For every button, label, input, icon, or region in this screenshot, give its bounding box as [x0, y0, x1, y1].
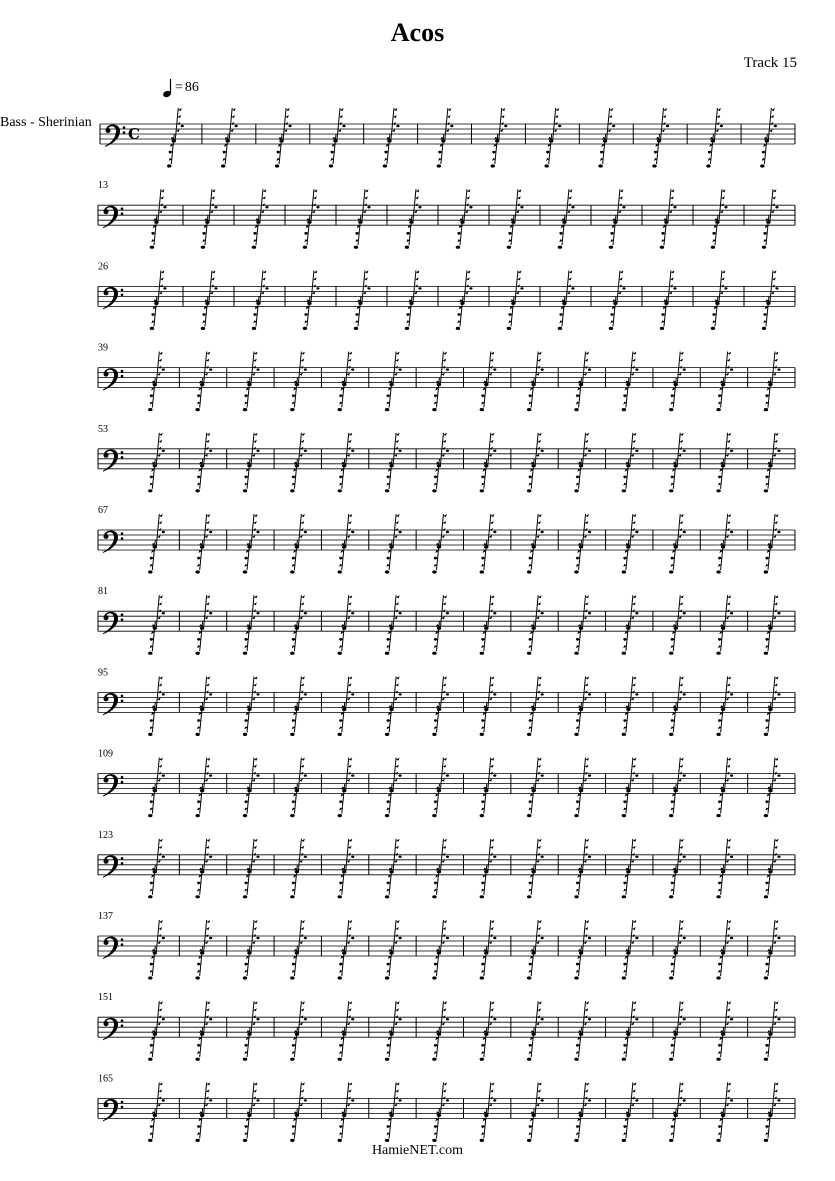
measure	[290, 352, 321, 412]
measure	[148, 352, 179, 412]
measure	[660, 189, 693, 249]
measure	[195, 514, 226, 574]
measure	[764, 1001, 795, 1061]
measure	[622, 514, 653, 574]
measure	[385, 1082, 416, 1142]
measure	[558, 189, 591, 249]
measure	[669, 514, 700, 574]
measure	[716, 433, 747, 493]
measure	[148, 1001, 179, 1061]
measure	[716, 839, 747, 899]
staff-system	[98, 424, 795, 493]
measure	[243, 1001, 274, 1061]
tempo-value: 86	[184, 80, 199, 95]
measure	[432, 514, 463, 574]
measure	[527, 839, 558, 899]
measure	[432, 433, 463, 493]
measure	[660, 270, 693, 330]
measure	[201, 270, 234, 330]
measure	[290, 676, 321, 736]
measure	[716, 1001, 747, 1061]
measure	[480, 595, 511, 655]
measure	[195, 352, 226, 412]
measure	[480, 1082, 511, 1142]
measure-number: 53	[98, 423, 108, 435]
measure	[195, 595, 226, 655]
measure	[669, 676, 700, 736]
measure	[764, 433, 795, 493]
measure	[527, 920, 558, 980]
measure	[338, 514, 369, 574]
measure	[243, 920, 274, 980]
measure	[622, 1001, 653, 1061]
measure	[243, 1082, 274, 1142]
measure	[338, 433, 369, 493]
measure	[574, 920, 605, 980]
staff-system	[98, 992, 795, 1061]
measure	[338, 676, 369, 736]
measure	[456, 189, 489, 249]
measure	[574, 433, 605, 493]
measure	[716, 514, 747, 574]
measure-number: 26	[98, 261, 108, 273]
measure	[385, 514, 416, 574]
measure	[764, 1082, 795, 1142]
measure	[150, 189, 183, 249]
measure	[622, 758, 653, 818]
measure	[527, 352, 558, 412]
measure	[669, 920, 700, 980]
footer-credit: HamieNET.com	[371, 1143, 464, 1158]
measure	[338, 1001, 369, 1061]
measure	[221, 108, 256, 168]
measure	[148, 920, 179, 980]
measure	[622, 920, 653, 980]
measure	[385, 1001, 416, 1061]
measure	[405, 270, 438, 330]
measure	[201, 189, 234, 249]
measure	[148, 839, 179, 899]
measure	[480, 758, 511, 818]
measure	[303, 189, 336, 249]
measure	[609, 270, 642, 330]
measure	[527, 1082, 558, 1142]
measure	[354, 270, 387, 330]
measure	[195, 433, 226, 493]
measure	[338, 839, 369, 899]
measure	[711, 270, 744, 330]
measure	[290, 433, 321, 493]
measure	[195, 839, 226, 899]
measure	[432, 1082, 463, 1142]
measure	[243, 758, 274, 818]
measure	[385, 920, 416, 980]
measure	[148, 758, 179, 818]
staff-system	[98, 261, 795, 330]
measure	[527, 433, 558, 493]
measure-number: 165	[98, 1073, 113, 1085]
measure	[148, 433, 179, 493]
measure	[574, 352, 605, 412]
measure	[432, 595, 463, 655]
measure	[716, 920, 747, 980]
measure	[480, 514, 511, 574]
measure	[669, 352, 700, 412]
measure	[652, 108, 687, 168]
measure	[764, 920, 795, 980]
measure	[148, 1082, 179, 1142]
measure-number: 67	[98, 505, 108, 516]
measure	[167, 108, 202, 168]
measure	[290, 839, 321, 899]
time-signature: C	[128, 125, 140, 143]
measure	[609, 189, 642, 249]
measure	[148, 676, 179, 736]
measure-number: 95	[98, 667, 108, 679]
measure	[764, 676, 795, 736]
measure	[338, 920, 369, 980]
measure	[527, 1001, 558, 1061]
measure-number: 13	[98, 180, 108, 192]
measure	[290, 1082, 321, 1142]
measure	[669, 1082, 700, 1142]
tempo-prefix: =	[175, 80, 183, 95]
staff-system	[98, 911, 795, 980]
measure	[432, 1001, 463, 1061]
measure	[574, 514, 605, 574]
staff-system	[98, 667, 795, 736]
measure	[303, 270, 336, 330]
measure	[574, 839, 605, 899]
measure	[480, 352, 511, 412]
measure	[527, 595, 558, 655]
measure	[558, 270, 591, 330]
measure	[507, 270, 540, 330]
measure-number: 39	[98, 342, 108, 354]
measure	[527, 758, 558, 818]
measure	[480, 433, 511, 493]
measure	[243, 595, 274, 655]
measure	[243, 514, 274, 574]
score-title: Acos	[390, 18, 445, 47]
measure	[290, 1001, 321, 1061]
measure	[290, 758, 321, 818]
measure	[716, 676, 747, 736]
measure	[195, 920, 226, 980]
measure	[252, 189, 285, 249]
measure	[195, 1001, 226, 1061]
measure	[762, 270, 795, 330]
measure	[480, 676, 511, 736]
measure	[385, 352, 416, 412]
measure	[385, 758, 416, 818]
measure	[385, 433, 416, 493]
measure	[148, 514, 179, 574]
measure	[252, 270, 285, 330]
measure	[622, 839, 653, 899]
staff-system	[98, 343, 795, 412]
staff-system	[98, 180, 795, 249]
measure-number: 151	[98, 992, 113, 1004]
measure	[338, 595, 369, 655]
measure-number: 123	[98, 829, 113, 841]
measure	[432, 352, 463, 412]
track-label: Track 15	[743, 55, 797, 71]
measure	[527, 514, 558, 574]
staff-system	[98, 505, 795, 574]
measure	[405, 189, 438, 249]
measure	[574, 1082, 605, 1142]
measure	[527, 676, 558, 736]
measure	[716, 758, 747, 818]
measure	[574, 758, 605, 818]
measure	[385, 676, 416, 736]
measure	[195, 676, 226, 736]
measure	[243, 839, 274, 899]
measure	[243, 676, 274, 736]
measure	[622, 595, 653, 655]
measure	[385, 595, 416, 655]
measure	[764, 352, 795, 412]
measure	[385, 839, 416, 899]
measure	[148, 595, 179, 655]
measure	[195, 1082, 226, 1142]
measure	[437, 108, 472, 168]
measure	[432, 676, 463, 736]
measure	[764, 839, 795, 899]
measure	[574, 1001, 605, 1061]
measure-number: 81	[98, 586, 108, 598]
measure	[716, 352, 747, 412]
measure	[491, 108, 526, 168]
measure	[544, 108, 579, 168]
measure	[711, 189, 744, 249]
measure	[275, 108, 310, 168]
measure	[760, 108, 795, 168]
measure	[764, 758, 795, 818]
measure	[432, 758, 463, 818]
measure	[716, 1082, 747, 1142]
measure	[598, 108, 633, 168]
measure	[716, 595, 747, 655]
staff-system	[100, 108, 795, 168]
measure	[669, 1001, 700, 1061]
measure	[338, 758, 369, 818]
measure	[762, 189, 795, 249]
staff-system	[98, 830, 795, 899]
measure	[622, 1082, 653, 1142]
measure	[243, 433, 274, 493]
measure	[480, 920, 511, 980]
measure	[669, 758, 700, 818]
measure	[432, 920, 463, 980]
measure	[329, 108, 364, 168]
measure	[507, 189, 540, 249]
measure	[290, 920, 321, 980]
measure	[383, 108, 418, 168]
measure-number: 137	[98, 911, 113, 922]
measure	[574, 676, 605, 736]
measure	[432, 839, 463, 899]
measure	[669, 839, 700, 899]
measure	[290, 514, 321, 574]
measure	[290, 595, 321, 655]
measure	[338, 352, 369, 412]
measure	[150, 270, 183, 330]
measure	[456, 270, 489, 330]
staff-system	[98, 586, 795, 655]
measure	[622, 676, 653, 736]
measure	[243, 352, 274, 412]
staff-system	[98, 749, 795, 818]
measure	[338, 1082, 369, 1142]
measure	[574, 595, 605, 655]
measure	[764, 514, 795, 574]
instrument-name: Bass - Sherinian	[0, 115, 92, 130]
measure	[706, 108, 741, 168]
measure	[480, 839, 511, 899]
measure	[195, 758, 226, 818]
measure	[622, 352, 653, 412]
measure	[480, 1001, 511, 1061]
staff-system	[98, 1073, 795, 1142]
measure	[354, 189, 387, 249]
measure-number: 109	[98, 748, 113, 760]
measure	[764, 595, 795, 655]
measure	[622, 433, 653, 493]
measure	[669, 433, 700, 493]
measure	[669, 595, 700, 655]
